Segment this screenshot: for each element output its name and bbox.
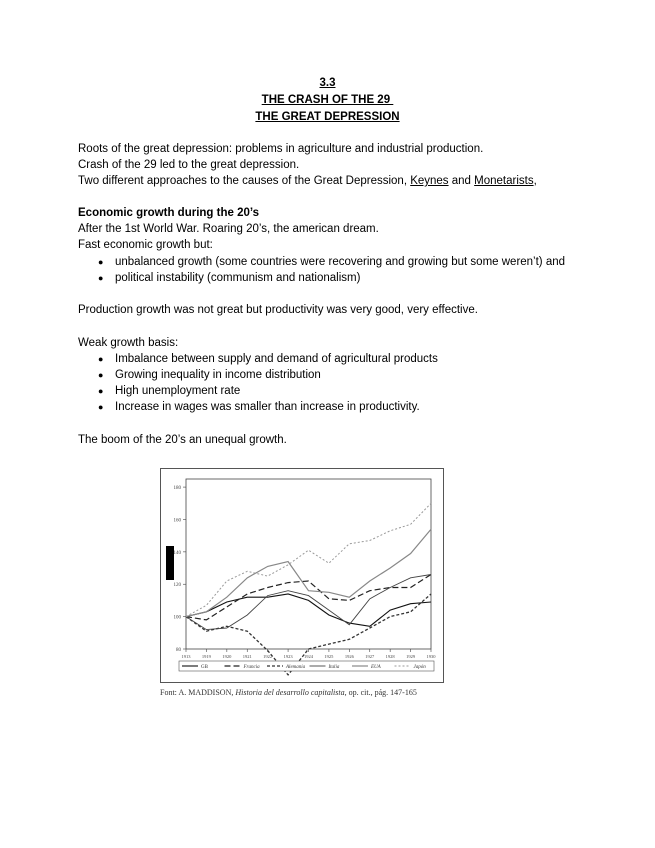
x-tick-label: 1929 bbox=[406, 654, 416, 659]
growth-bullet-2: political instability (communism and nationalism) bbox=[115, 272, 361, 284]
x-tick-label: 1930 bbox=[426, 654, 436, 659]
weak-intro: Weak growth basis: bbox=[78, 337, 179, 349]
growth-line-1: After the 1st World War. Roaring 20’s, the american dream. bbox=[78, 223, 379, 235]
y-tick-label: 140 bbox=[173, 550, 181, 556]
y-tick-label: 160 bbox=[173, 518, 181, 524]
page-title: THE CRASH OF THE 29 bbox=[261, 94, 394, 106]
x-tick-label: 1923 bbox=[283, 654, 293, 659]
chart-caption bbox=[160, 688, 417, 697]
intro-and: and bbox=[448, 175, 475, 187]
legend-label: EUA bbox=[371, 665, 381, 670]
legend-label: GB bbox=[201, 665, 208, 670]
bullet-dot: ● bbox=[98, 370, 104, 380]
intro-line-3 bbox=[78, 174, 537, 188]
growth-line-2: Fast economic growth but: bbox=[78, 239, 213, 251]
x-tick-label: 1926 bbox=[344, 654, 354, 659]
y-tick-label: 100 bbox=[173, 615, 181, 621]
caption-source: Font: A. MADDISON, bbox=[160, 688, 236, 697]
chart-svg bbox=[161, 469, 443, 682]
legend-label: Francia bbox=[243, 665, 260, 670]
x-tick-label: 1925 bbox=[324, 654, 334, 659]
monetarists-link[interactable]: Monetarists bbox=[474, 175, 534, 187]
bullet-dot: ● bbox=[98, 273, 104, 283]
plot-frame bbox=[186, 479, 431, 649]
x-tick-label: 1919 bbox=[201, 654, 211, 659]
x-tick-label: 1913 bbox=[181, 654, 191, 659]
intro-line-2: Crash of the 29 led to the great depression. bbox=[78, 159, 300, 171]
bullet-dot: ● bbox=[98, 386, 104, 396]
x-tick-label: 1928 bbox=[385, 654, 395, 659]
legend-label: Italia bbox=[328, 665, 340, 670]
keynes-link[interactable]: Keynes bbox=[410, 175, 449, 187]
x-tick-label: 1924 bbox=[304, 654, 313, 659]
section-number: 3.3 bbox=[319, 77, 336, 89]
y-tick-label: 120 bbox=[173, 583, 181, 589]
weak-bullet-2: Growing inequality in income distribution bbox=[115, 369, 321, 381]
intro-line-1: Roots of the great depression: problems in agriculture and industrial production. bbox=[78, 143, 484, 155]
x-tick-label: 1927 bbox=[365, 654, 375, 659]
productivity-line: Production growth was not great but productivity was very good, very effective. bbox=[78, 304, 478, 316]
page-subtitle: THE GREAT DEPRESSION bbox=[255, 111, 400, 123]
x-tick-label: 1922 bbox=[263, 654, 273, 659]
caption-title: Historia del desarrollo capitalista bbox=[235, 688, 345, 697]
weak-bullet-3: High unemployment rate bbox=[115, 385, 241, 397]
redaction-bar bbox=[166, 546, 174, 580]
boom-line: The boom of the 20’s an unequal growth. bbox=[78, 434, 287, 446]
intro-line-3-text: Two different approaches to the causes of the Great Depression, bbox=[78, 175, 411, 187]
y-tick-label: 180 bbox=[173, 486, 181, 492]
series-line-francia bbox=[186, 575, 431, 620]
x-tick-label: 1920 bbox=[222, 654, 232, 659]
weak-bullet-1: Imbalance between supply and demand of agricultural products bbox=[115, 353, 438, 365]
x-tick-label: 1921 bbox=[242, 654, 252, 659]
series-line-italia bbox=[186, 575, 431, 630]
legend-label: Japón bbox=[413, 665, 426, 670]
growth-chart bbox=[160, 468, 444, 683]
intro-line-3-end: , bbox=[533, 175, 537, 187]
bullet-dot: ● bbox=[98, 354, 104, 364]
growth-bullet-1: unbalanced growth (some countries were recovering and growing but some weren’t) and bbox=[115, 256, 566, 268]
caption-end: , op. cit., pág. 147-165 bbox=[344, 688, 417, 697]
legend-label: Alemania bbox=[286, 665, 306, 670]
growth-heading: Economic growth during the 20’s bbox=[78, 207, 260, 219]
bullet-dot: ● bbox=[98, 257, 104, 267]
weak-bullet-4: Increase in wages was smaller than increase in productivity. bbox=[115, 401, 420, 413]
y-tick-label: 80 bbox=[176, 648, 181, 653]
bullet-dot: ● bbox=[98, 402, 104, 412]
